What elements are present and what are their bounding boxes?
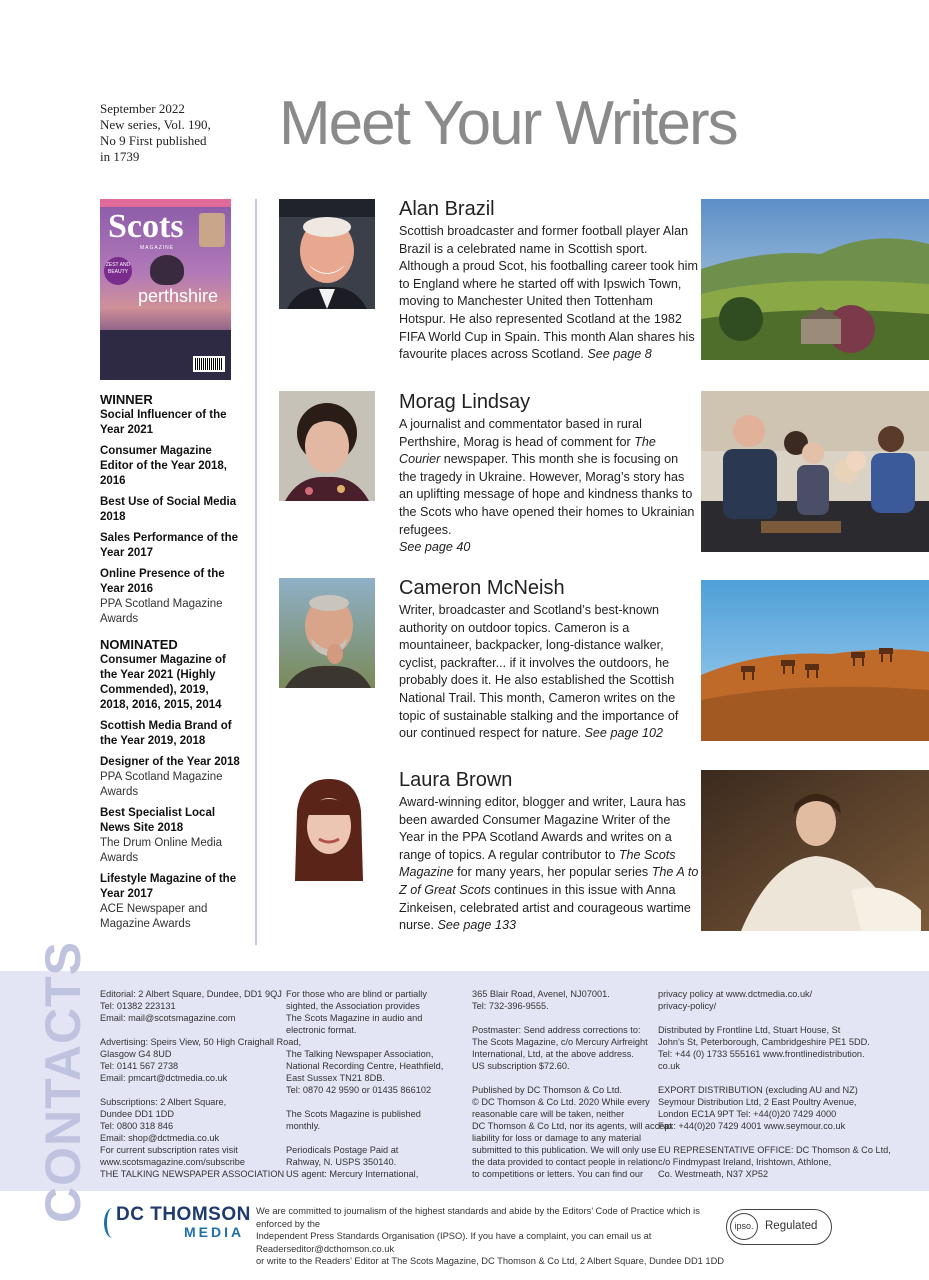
logo-bottom-text: MEDIA <box>184 1224 245 1240</box>
bio-text: newspaper. This month she is focusing on the tragedy in Ukraine. However, Morag’s story has an uplifting message of hope and kindness thanks to the Scots who have opened their homes to Ukrainian refugees. <box>399 452 695 537</box>
contact-block <box>658 1144 891 1180</box>
contact-line: THE TALKING NEWSPAPER ASSOCIATION <box>100 1169 285 1179</box>
contact-line: 365 Blair Road, Avenel, NJ07001. <box>472 989 610 999</box>
magazine-cover-image <box>100 199 231 380</box>
editorial-standards-notice <box>256 1205 726 1268</box>
contact-line: East Sussex TN21 8DB. <box>286 1073 385 1083</box>
issue-line: September 2022 <box>100 101 185 116</box>
photo-portrait-painting <box>701 770 929 931</box>
award-item <box>100 567 240 627</box>
contact-block <box>100 1096 285 1180</box>
writer-bio <box>399 416 699 557</box>
page-reference: See page 8 <box>587 347 652 362</box>
contact-line: Editorial: 2 Albert Square, Dundee, DD1 9QJ <box>100 989 282 999</box>
photo-family <box>701 391 929 552</box>
contact-line: Email: mail@scotsmagazine.com <box>100 1013 236 1023</box>
barcode-icon <box>193 356 225 372</box>
notice-line: We are committed to journalism of the highest standards and abide by the Editors’ Code of Practice which is enforced by the <box>256 1206 700 1229</box>
award-item <box>100 444 240 489</box>
contact-line: The Scots Magazine in audio and <box>286 1013 423 1023</box>
page-reference: See page 40 <box>399 540 471 555</box>
writer-photo-cameron-mcneish <box>279 578 375 688</box>
contact-line: National Recording Centre, Heathfield, <box>286 1061 444 1071</box>
award-item <box>100 755 240 800</box>
column-divider <box>255 199 257 945</box>
award-title: Best Use of Social Media 2018 <box>100 496 237 523</box>
contact-line: For current subscription rates visit <box>100 1145 238 1155</box>
bio-italic: The Scots Magazine <box>399 847 676 880</box>
contacts-column-1 <box>100 988 302 1192</box>
contact-line: Tel: 732-396-9555. <box>472 1001 549 1011</box>
contact-line: Tel: 0800 318 846 <box>100 1121 174 1131</box>
contact-line: Published by DC Thomson & Co Ltd. <box>472 1085 622 1095</box>
contact-block <box>658 988 836 1012</box>
contact-line: Seymour Distribution Ltd, 2 East Poultry Avenue, <box>658 1097 857 1107</box>
award-title: Consumer Magazine of the Year 2021 (Highly Commended), 2019, 2018, 2016, 2015, 2014 <box>100 654 226 711</box>
award-item <box>100 872 240 932</box>
issue-line: No 9 First published <box>100 133 207 148</box>
notice-line: or write to the Readers’ Editor at The Scots Magazine, DC Thomson & Co Ltd, 2 Albert Square, Dundee DD1 1DD <box>256 1256 725 1266</box>
contacts-column-4 <box>658 988 891 1192</box>
contact-line: London EC1A 9PT Tel: +44(0)20 7429 4000 <box>658 1109 837 1119</box>
notice-line: Independent Press Standards Organisation (IPSO). If you have a complaint, you can email us at Readerseditor@dcthomson.co.uk <box>256 1231 652 1254</box>
contact-line: Advertising: Speirs View, 50 High Craighall Road, <box>100 1037 302 1047</box>
page-reference: See page 102 <box>584 726 663 741</box>
contact-line: submitted to this publication. We will only use <box>472 1145 657 1155</box>
writer-photo-morag-lindsay <box>279 391 375 501</box>
award-item <box>100 806 240 866</box>
awards-list <box>100 392 240 938</box>
contact-line: EXPORT DISTRIBUTION (excluding AU and NZ) <box>658 1085 858 1095</box>
contact-line: c/o Findmypast Ireland, Irishtown, Athlone, <box>658 1157 832 1167</box>
contact-block <box>472 1024 650 1072</box>
contact-line: The Scots Magazine, c/o Mercury Airfreight <box>472 1037 648 1047</box>
issue-line: in 1739 <box>100 149 140 164</box>
writer-photo-alan-brazil <box>279 199 375 309</box>
contact-block <box>100 988 282 1024</box>
writer-bio <box>399 794 699 935</box>
cover-badge: ZEST AND BEAUTY <box>104 257 132 285</box>
award-organiser: PPA Scotland Magazine Awards <box>100 598 223 625</box>
page-reference: See page 133 <box>437 918 516 933</box>
writer-name: Laura Brown <box>399 769 513 791</box>
contact-line: Fax: +44(0)20 7429 4001 www.seymour.co.uk <box>658 1121 846 1131</box>
contact-block <box>658 1024 870 1072</box>
contact-line: For those who are blind or partially <box>286 989 427 999</box>
contact-line: International, Ltd, at the above address. <box>472 1049 634 1059</box>
contact-line: John’s St, Peterborough, Cambridgeshire PE1 5DD. <box>658 1037 870 1047</box>
bio-text: Scottish broadcaster and former football player Alan Brazil is a celebrated name in Scottish sport. Although a proud Scot, his footballing career took him to England where he started off with Ipswich Town, moving to Manchester United then Tottenham Hotspur. He also represented Scotland at the 1982 FIFA World Cup in Spain. This month Alan shares his favourite places across Scotland. <box>399 224 698 362</box>
contact-line: www.scotsmagazine.com/subscribe <box>100 1157 246 1167</box>
writer-name: Cameron McNeish <box>399 577 565 599</box>
contact-line: privacy-policy/ <box>658 1001 717 1011</box>
award-title: Designer of the Year 2018 <box>100 756 240 768</box>
bio-text: for many years, her popular series <box>453 865 652 880</box>
award-organiser: PPA Scotland Magazine Awards <box>100 771 223 798</box>
contact-line: monthly. <box>286 1121 321 1131</box>
photo-countryside <box>701 199 929 360</box>
contact-line: Co. Westmeath, N37 XP52 <box>658 1169 769 1179</box>
award-item <box>100 531 240 561</box>
contact-line: DC Thomson & Co Ltd, nor its agents, will accept <box>472 1121 673 1131</box>
writer-photo-laura-brown <box>279 771 375 881</box>
contact-line: Subscriptions: 2 Albert Square, <box>100 1097 227 1107</box>
ipso-icon: ipso. <box>730 1213 758 1240</box>
issue-info <box>100 101 240 165</box>
award-item <box>100 408 240 438</box>
bio-text: continues in this issue with Anna Zinkeisen, celebrated artist and courageous wartime nurse. <box>399 882 691 933</box>
dc-thomson-media-logo <box>104 1204 251 1244</box>
award-title: Sales Performance of the Year 2017 <box>100 532 239 559</box>
contact-line: co.uk <box>658 1061 680 1071</box>
page-title: Meet Your Writers <box>279 89 737 158</box>
contact-line: Rahway, N. USPS 350140. <box>286 1157 397 1167</box>
nominated-heading: NOMINATED <box>100 637 178 652</box>
contact-line: Tel: 01382 223131 <box>100 1001 176 1011</box>
contact-line: Distributed by Frontline Ltd, Stuart House, St <box>658 1025 841 1035</box>
contact-line: Periodicals Postage Paid at <box>286 1145 399 1155</box>
contact-line: liability for loss or damage to any material <box>472 1133 642 1143</box>
contact-line: electronic format. <box>286 1025 357 1035</box>
contact-block <box>286 988 464 1036</box>
award-title: Best Specialist Local News Site 2018 <box>100 807 216 834</box>
bio-text: Writer, broadcaster and Scotland’s best-known authority on outdoor topics. Cameron is a mountaineer, backpacker, long-distance walker, cyclist, packrafter... if it involves the outdoors, he probably does it. He also established the Scottish National Trail. This month, Cameron writes on the topic of sustainable stalking and the importance of our continued respect for nature. <box>399 603 679 741</box>
regulated-label: Regulated <box>765 1220 818 1232</box>
bio-text: Award-winning editor, blogger and writer, Laura has been awarded Consumer Magazine Writer of the Year in the PPA Scotland Awards and writes on a range of topics. A regular contributor to <box>399 795 686 862</box>
contact-block <box>472 988 650 1012</box>
contact-line: Glasgow G4 8UD <box>100 1049 172 1059</box>
contact-line: Tel: +44 (0) 1733 555161 www.frontlinedistribution. <box>658 1049 865 1059</box>
contact-block <box>472 1084 673 1180</box>
bio-italic: The Courier <box>399 434 656 467</box>
award-title: Online Presence of the Year 2016 <box>100 568 225 595</box>
cover-logo: Scots <box>108 208 184 245</box>
contact-line: sighted, the Association provides <box>286 1001 420 1011</box>
contact-line: reasonable care will be taken, neither <box>472 1109 625 1119</box>
contact-line: US subscription $72.60. <box>472 1061 570 1071</box>
contact-line: Tel: 0141 567 2738 <box>100 1061 179 1071</box>
issue-line: New series, Vol. 190, <box>100 117 211 132</box>
contact-line: The Scots Magazine is published <box>286 1109 421 1119</box>
award-organiser: ACE Newspaper and Magazine Awards <box>100 903 208 930</box>
contacts-heading <box>35 940 91 1224</box>
award-title: Scottish Media Brand of the Year 2019, 2018 <box>100 720 232 747</box>
writer-bio <box>399 602 699 743</box>
contact-block <box>658 1084 858 1132</box>
contact-line: Email: shop@dctmedia.co.uk <box>100 1133 220 1143</box>
contact-block <box>100 1036 302 1084</box>
contact-line: the data provided to contact people in relation <box>472 1157 658 1167</box>
contact-line: to competitions or letters. You can find our <box>472 1169 644 1179</box>
contact-line: privacy policy at www.dctmedia.co.uk/ <box>658 989 813 999</box>
bio-italic: The A to Z of Great Scots <box>399 865 699 897</box>
award-organiser: The Drum Online Media Awards <box>100 837 223 864</box>
photo-deer-hillside <box>701 580 929 741</box>
contact-line: Tel: 0870 42 9590 or 01435 866102 <box>286 1085 432 1095</box>
award-title: Social Influencer of the Year 2021 <box>100 409 227 436</box>
award-item <box>100 653 240 713</box>
award-item <box>100 495 240 525</box>
winner-heading: WINNER <box>100 392 153 407</box>
contact-block <box>286 1108 464 1132</box>
contact-line: US agent: Mercury International, <box>286 1169 419 1179</box>
award-title: Lifestyle Magazine of the Year 2017 <box>100 873 237 900</box>
ipso-regulated-badge <box>726 1209 832 1245</box>
contacts-heading-text: CONTACTS <box>35 940 91 1224</box>
contact-block <box>286 1048 464 1096</box>
cover-headline: perthshire <box>138 286 219 306</box>
contacts-column-2 <box>286 988 464 1192</box>
cover-subtitle: MAGAZINE <box>140 245 175 251</box>
contact-line: Email: pmcart@dctmedia.co.uk <box>100 1073 228 1083</box>
bio-text: A journalist and commentator based in rural Perthshire, Morag is head of comment for <box>399 417 642 449</box>
contact-line: © DC Thomson & Co Ltd. 2020 While every <box>472 1097 650 1107</box>
contact-block <box>286 1144 464 1180</box>
contact-line: Postmaster: Send address corrections to: <box>472 1025 641 1035</box>
contact-line: Dundee DD1 1DD <box>100 1109 175 1119</box>
logo-top-text: DC THOMSON <box>116 1204 251 1225</box>
writer-bio <box>399 223 699 364</box>
writer-name: Alan Brazil <box>399 198 495 220</box>
contact-line: EU REPRESENTATIVE OFFICE: DC Thomson & Co Ltd, <box>658 1145 891 1155</box>
award-title: Consumer Magazine Editor of the Year 2018, 2016 <box>100 445 227 487</box>
writer-name: Morag Lindsay <box>399 391 531 413</box>
contact-line: The Talking Newspaper Association, <box>286 1049 434 1059</box>
award-item <box>100 719 240 749</box>
